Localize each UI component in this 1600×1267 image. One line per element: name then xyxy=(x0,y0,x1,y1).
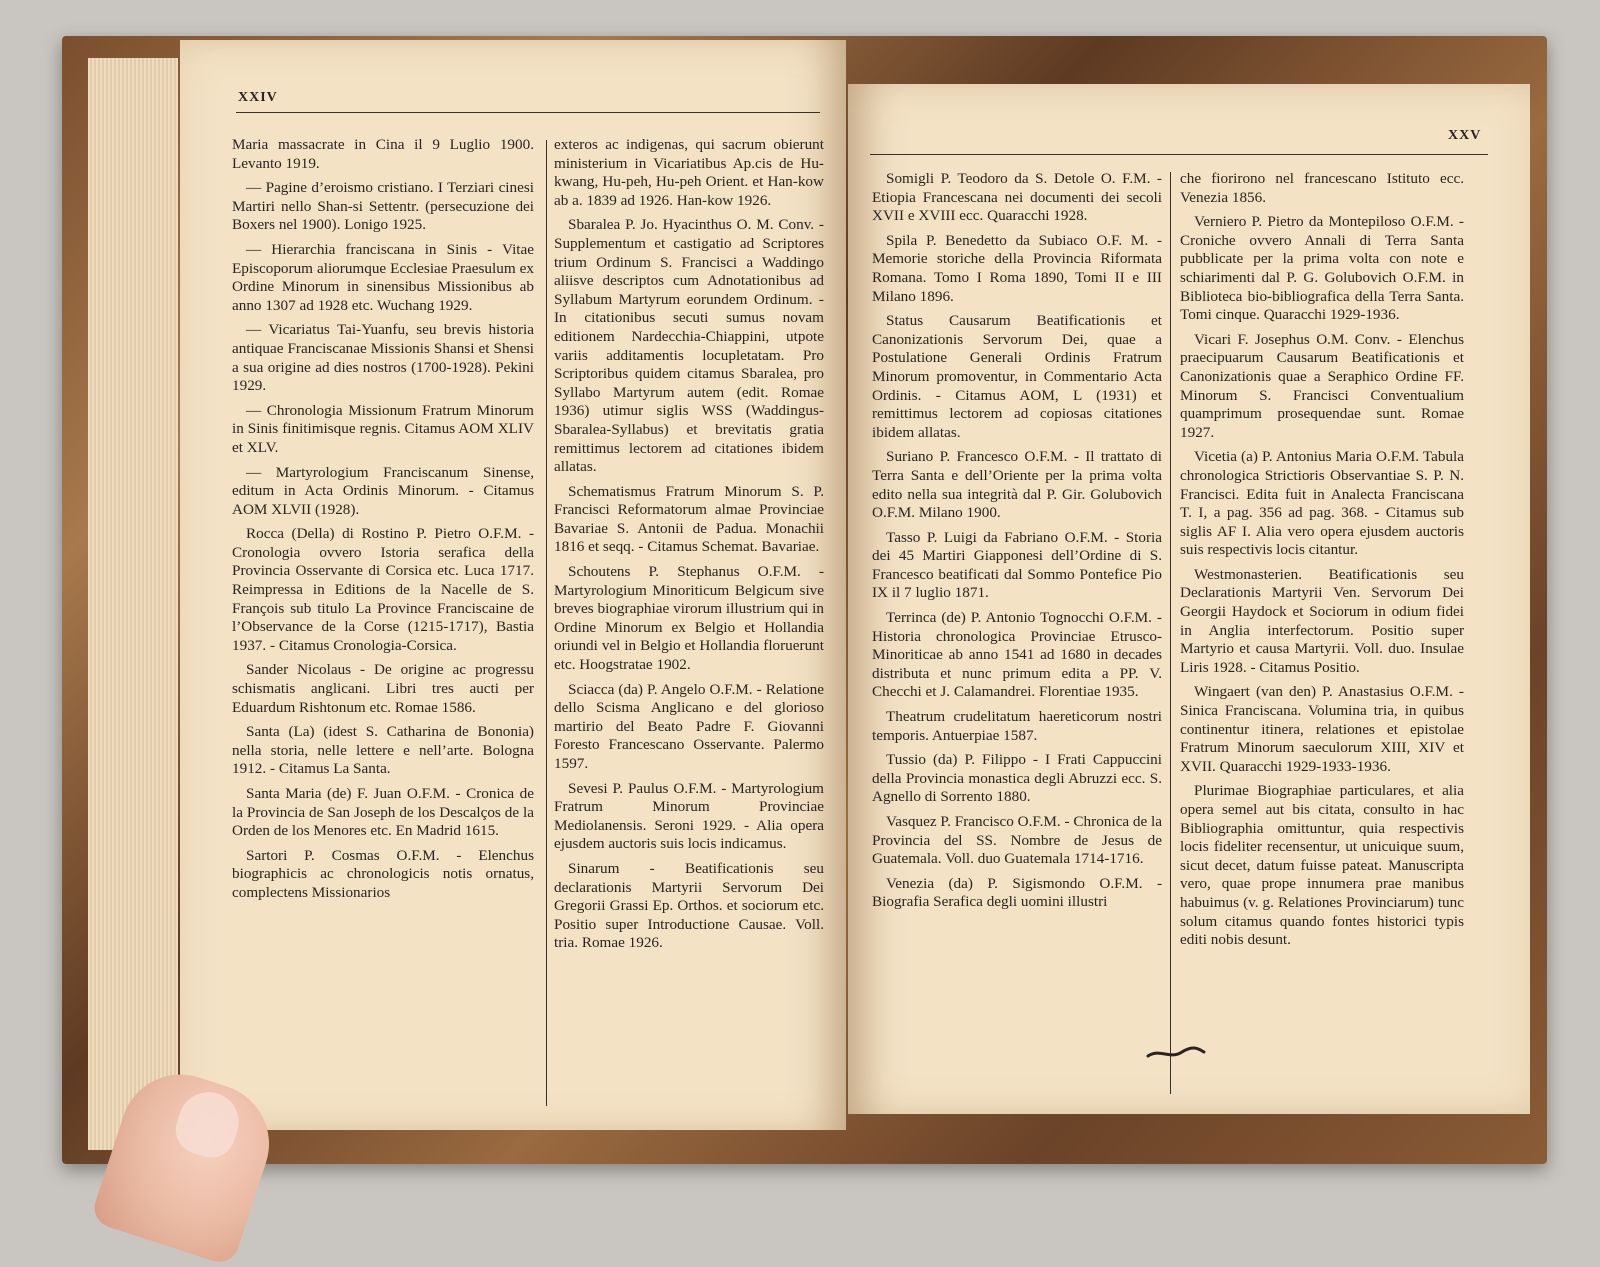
bibliography-entry: Sartori P. Cosmas O.F.M. - Elenchus biographicis ac chronologicis notis ornatus, complectens Missionarios xyxy=(232,846,534,901)
bibliography-entry: Sciacca (da) P. Angelo O.F.M. - Relatione dello Scisma Anglicano e del glorioso martirio del Beato Padre F. Giovanni Foresto Francescano Osservante. Palermo 1597. xyxy=(554,680,824,772)
column-rule xyxy=(546,140,547,1106)
bibliography-entry: Schoutens P. Stephanus O.F.M. - Martyrologium Minoriticum Belgicum sive breves biographiae virorum illustrium qui in Ordine Minorum ex Belgio et Hollandia oriundi vel in Belgio et Hollandia floruerunt etc. Hoogstratae 1902. xyxy=(554,563,824,674)
bibliography-entry: Sander Nicolaus - De origine ac progressu schismatis anglicani. Libri tres aucti per Eduardum Rishtonum etc. Romae 1586. xyxy=(232,661,534,716)
page-number: XXIV xyxy=(238,90,278,105)
bibliography-entry: — Pagine d’eroismo cristiano. I Terziari cinesi Martiri nello Shan-si Settentr. (persecuzione dei Boxers nel 1900). Lonigo 1925. xyxy=(232,179,534,234)
bibliography-entry: Tasso P. Luigi da Fabriano O.F.M. - Storia dei 45 Martiri Giapponesi dell’Ordine di S. Francesco beatificati dal Sommo Pontefice Pio IX il 7 luglio 1871. xyxy=(872,528,1162,602)
right-page-column-2 xyxy=(1180,170,1464,950)
left-page-column-2 xyxy=(554,136,824,953)
right-page-column-1 xyxy=(872,170,1162,912)
column-rule xyxy=(1170,172,1171,1094)
bibliography-entry: Vicetia (a) P. Antonius Maria O.F.M. Tabula chronologica Strictioris Observantiae S. P. N. Francisci. Edita fuit in Analecta Franciscana T. I, a pag. 356 ad pag. 368. - Citamus sub siglis AF I. Alia vero opera ejusdem auctoris suis respectivis locis citantur. xyxy=(1180,448,1464,559)
bibliography-entry: Santa Maria (de) F. Juan O.F.M. - Cronica de la Provincia de San Joseph de los Descalços de la Orden de los Menores etc. En Madrid 1615. xyxy=(232,785,534,840)
bibliography-entry: Schematismus Fratrum Minorum S. P. Francisci Reformatorum almae Provinciae Bavariae S. Antonii de Padua. Monachii 1816 et seqq. - Citamus Schemat. Bavariae. xyxy=(554,482,824,556)
bibliography-entry: Wingaert (van den) P. Anastasius O.F.M. - Sinica Franciscana. Volumina tria, in quibus continentur itinera, relationes et epistolae Fratrum Minorum saeculorum XIII, XIV et XVII. Quaracchi 1929-1933-1936. xyxy=(1180,683,1464,775)
left-page-column-1 xyxy=(232,136,534,903)
bibliography-entry: Plurimae Biographiae particulares, et alia opera semel aut bis citata, consulto in hac Bibliographia omittuntur, quia respectivis locis fideliter recensentur, ut unicuique suum, sicut decet, datum fuisse pateat. Manuscripta vero, quae prope innumera prae manibus habuimus (v. g. Relationes Provinciarum) tunc solum citamus quando fontes historici typis editi nobis desunt. xyxy=(1180,782,1464,949)
bibliography-entry: Status Causarum Beatificationis et Canonizationis Servorum Dei, quae a Postulatione Generali Ordinis Fratrum Minorum promoventur, in Commentario Acta Ordinis. - Citamus AOM, L (1931) et remittimus lectorem ad copiosas citationes ibidem allatas. xyxy=(872,312,1162,441)
bibliography-entry: Vicari F. Josephus O.M. Conv. - Elenchus praecipuarum Causarum Beatificationis et Canonizationis quae a Seraphico Ordine FF. Minorum S. Francisci Conventualium quamprimum prosequendae sunt. Romae 1927. xyxy=(1180,330,1464,441)
bibliography-entry: — Chronologia Missionum Fratrum Minorum in Sinis finitimisque regnis. Citamus AOM XLIV et XLV. xyxy=(232,401,534,456)
bibliography-entry: Rocca (Della) di Rostino P. Pietro O.F.M. - Cronologia ovvero Istoria serafica della Provincia Osservante di Corsica etc. Luca 1717. Reimpressa in Editions de la Nacelle de S. François sub titulo La Province Franciscaine de l’Observance de la Corse (1215-1717), Bastia 1937. - Citamus Cronologia-Corsica. xyxy=(232,525,534,654)
bibliography-entry: Tussio (da) P. Filippo - I Frati Cappuccini della Provincia monastica degli Abruzzi ecc. S. Agnello di Sorrento 1880. xyxy=(872,751,1162,806)
page-number: XXV xyxy=(1448,128,1482,143)
right-page xyxy=(848,84,1530,1114)
header-rule xyxy=(870,154,1488,155)
bibliography-entry: — Hierarchia franciscana in Sinis - Vitae Episcoporum aliorumque Ecclesiae Praesulum ex Ordine Minorum in sinensibus Missionibus ab anno 1307 ad 1928 etc. Wuchang 1929. xyxy=(232,240,534,314)
bibliography-entry: exteros ac indigenas, qui sacrum obierunt ministerium in Vicariatibus Ap.cis de Hu-kwang, Hu-peh, Hu-peh Orient. et Han-kow ab a. 1839 ad 1926. Han-kow 1926. xyxy=(554,136,824,209)
bibliography-entry: Somigli P. Teodoro da S. Detole O. F.M. - Etiopia Francescana nei documenti dei secoli XVII e XVIII ecc. Quaracchi 1928. xyxy=(872,170,1162,225)
bibliography-entry: Maria massacrate in Cina il 9 Luglio 1900. Levanto 1919. xyxy=(232,136,534,172)
bibliography-entry: Sevesi P. Paulus O.F.M. - Martyrologium Fratrum Minorum Provinciae Mediolanensis. Seroni 1929. - Alia opera ejusdem auctoris suis locis indicamus. xyxy=(554,779,824,853)
bibliography-entry: Venezia (da) P. Sigismondo O.F.M. - Biografia Serafica degli uomini illustri xyxy=(872,874,1162,911)
bibliography-entry: Sinarum - Beatificationis seu declarationis Martyrii Servorum Dei Gregorii Grassi Ep. Orthos. et sociorum etc. Positio super Introductione Causae. Voll. tria. Romae 1926. xyxy=(554,859,824,952)
left-page xyxy=(180,40,846,1130)
bibliography-entry: Vasquez P. Francisco O.F.M. - Chronica de la Provincia del SS. Nombre de Jesus de Guatemala. Voll. duo Guatemala 1714-1716. xyxy=(872,813,1162,868)
bibliography-entry: Santa (La) (idest S. Catharina de Bononia) nella storia, nelle lettere e nell’arte. Bologna 1912. - Citamus La Santa. xyxy=(232,723,534,778)
header-rule xyxy=(236,112,820,113)
bibliography-entry: Westmonasterien. Beatificationis seu Declarationis Martyrii Ven. Servorum Dei Georgii Haydock et Sociorum in odium fidei in Anglia interfectorum. Positio super Martyrio et causa Martyrii. Voll. duo. Insulae Liris 1928. - Citamus Positio. xyxy=(1180,565,1464,676)
page-edges xyxy=(88,58,178,1150)
bibliography-entry: Sbaralea P. Jo. Hyacinthus O. M. Conv. - Supplementum et castigatio ad Scriptores trium Ordinum S. Francisci a Waddingo aliisve descriptos cum Adnotationibus ad Syllabum Martyrum eorundem Ordinum. - In citationibus secuti sumus novam editionem Nardecchia-Chiappini, utpote variis additamentis locupletatam. Pro Scriptoribus quidem citamus Sbaralea, pro Syllabo Martyrum autem (edit. Romae 1936) utimur siglis WSS (Waddingus-Sbaralea-Syllabus) et brevitatis gratia remittimus lectorem ad citationes ibidem allatas. xyxy=(554,216,824,476)
bibliography-entry: Spila P. Benedetto da Subiaco O.F. M. - Memorie storiche della Provincia Riformata Romana. Tomo I Roma 1890, Tomi II e III Milano 1896. xyxy=(872,231,1162,305)
bibliography-entry: Verniero P. Pietro da Montepiloso O.F.M. - Croniche ovvero Annali di Terra Santa pubblicate per la prima volta con note e schiarimenti dal P. G. Golubovich O.F.M. in Biblioteca bio-bibliografica della Terra Santa. Tomi cinque. Quaracchi 1929-1936. xyxy=(1180,213,1464,324)
bibliography-entry: — Martyrologium Franciscanum Sinense, editum in Acta Ordinis Minorum. - Citamus AOM XLVII (1928). xyxy=(232,463,534,518)
bibliography-entry: Terrinca (de) P. Antonio Tognocchi O.F.M. - Historia chronologica Provinciae Etrusco-Minoriticae ab anno 1541 ad 1680 in decades distributa et nunc primum edita a PP. V. Checchi et J. Calamandrei. Florentiae 1935. xyxy=(872,609,1162,701)
end-ornament-icon xyxy=(1146,1046,1206,1060)
bibliography-entry: Suriano P. Francesco O.F.M. - Il trattato di Terra Santa e dell’Oriente per la prima volta edito nella sua integrità dal P. Gir. Golubovich O.F.M. Milano 1900. xyxy=(872,448,1162,522)
bibliography-entry: Theatrum crudelitatum haereticorum nostri temporis. Antuerpiae 1587. xyxy=(872,708,1162,744)
bibliography-entry: che fiorirono nel francescano Istituto ecc. Venezia 1856. xyxy=(1180,170,1464,206)
bibliography-entry: — Vicariatus Tai-Yuanfu, seu brevis historia antiquae Franciscanae Missionis Shansi et Shensi a sua origine ad dies nostros (1700-1928). Pekini 1929. xyxy=(232,321,534,395)
